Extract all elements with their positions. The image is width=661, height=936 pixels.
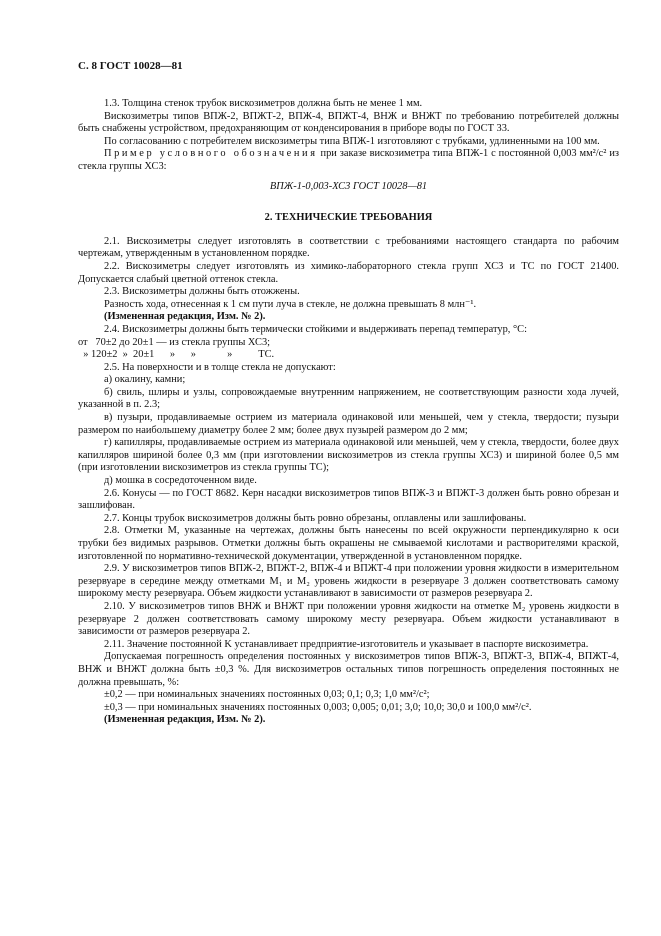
paragraph-permissible-error: Допускаемая погрешность определения постоянных у вискозиметров типов ВПЖ-3, ВПЖТ-3, ВПЖ-4, ВПЖТ-4, ВНЖ и ВНЖТ должна быть ±0,3 %. Для вискозиметров остальных типов погрешность определения постоянных не должна превышать, %:	[78, 651, 619, 688]
amendment-note: (Измененная редакция, Изм. № 2).	[104, 311, 266, 323]
clause-2-5: 2.5. На поверхности и в толще стекла не допускают:	[104, 361, 336, 373]
document-body	[78, 98, 619, 727]
example-lead: Пример условного обозначения	[104, 148, 318, 160]
clause-2-3-path-difference: Разность хода, отнесенная к 1 см пути луча в стекле, не должна превышать 8 млн⁻¹.	[104, 298, 477, 310]
page-header: С. 8 ГОСТ 10028—81	[78, 60, 183, 72]
paragraph-vpzh1-tubes: По согласованию с потребителем вискозиметры типа ВПЖ-1 изготовляют с трубками, удлиненными на 100 мм.	[104, 135, 600, 147]
amendment-note-2: (Измененная редакция, Изм. № 2).	[104, 714, 266, 726]
example-paragraph	[78, 148, 619, 173]
clause-2-4: 2.4. Вискозиметры должны быть термически стойкими и выдерживать перепад температур, °С:	[104, 323, 527, 335]
designation-example: ВПЖ-1-0,003-ХС3 ГОСТ 10028—81	[269, 180, 428, 192]
clause-1-3: 1.3. Толщина стенок трубок вискозиметров должна быть не менее 1 мм.	[104, 98, 423, 109]
temperature-line-xs3: от 70±2 до 20±1 — из стекла группы ХС3;	[78, 336, 271, 348]
clause-2-6: 2.6. Конусы — по ГОСТ 8682. Керн насадки вискозиметров типов ВПЖ-3 и ВПЖТ-3 должен быть ровно обрезан и зашлифован.	[78, 487, 619, 512]
clause-2-3: 2.3. Вискозиметры должны быть отожжены.	[104, 286, 300, 298]
example-rest: при заказе вискозиметра типа ВПЖ-1 с постоянной 0,003 мм²/с² из стекла группы ХС3:	[78, 148, 619, 172]
defect-item-b: б) свиль, шлиры и узлы, сопровождаемые внутренним напряжением, не соответствующим разности хода лучей, указанной в п. 2.3;	[78, 386, 619, 411]
defect-item-d: д) мошка в сосредоточенном виде.	[104, 475, 257, 487]
defect-item-a: а) окалину, камни;	[104, 374, 186, 386]
error-line-0-2: ±0,2 — при номинальных значениях постоянных 0,03; 0,1; 0,3; 1,0 мм²/с²;	[104, 689, 430, 701]
clause-2-7: 2.7. Концы трубок вискозиметров должны быть ровно обрезаны, оплавлены или зашлифованы.	[104, 512, 527, 524]
clause-2-2: 2.2. Вискозиметры следует изготовлять из химико-лабораторного стекла групп ХС3 и ТС по ГОСТ 21400. Допускается слабый цветной оттенок стекла.	[78, 260, 619, 285]
error-line-0-3: ±0,3 — при номинальных значениях постоянных 0,003; 0,005; 0,01; 3,0; 10,0; 30,0 и 100,0 мм²/с².	[104, 701, 532, 713]
clause-2-11: 2.11. Значение постоянной K устанавливает предприятие-изготовитель и указывает в паспорте вискозиметра.	[104, 638, 589, 650]
clause-2-1: 2.1. Вискозиметры следует изготовлять в соответствии с требованиями настоящего стандарта по рабочим чертежам, утвержденным в установленном порядке.	[78, 235, 619, 260]
paragraph-condensation-device: Вискозиметры типов ВПЖ-2, ВПЖТ-2, ВПЖ-4, ВПЖТ-4, ВНЖ и ВНЖТ по требованию потребителей должны быть снабжены устройством, предохраняющим от конденсирования в приборе воды по ГОСТ 33.	[78, 110, 619, 135]
clause-2-10: 2.10. У вискозиметров типов ВНЖ и ВНЖТ при положении уровня жидкости на отметке M₂ уровень жидкости в резервуаре 2 должен соответствовать самому широкому месту резервуара. Объем жидкости устанавливают в зависимости от размеров резервуара 2.	[78, 600, 619, 638]
clause-2-9: 2.9. У вискозиметров типов ВПЖ-2, ВПЖТ-2, ВПЖ-4 и ВПЖТ-4 при положении уровня жидкости в измерительном резервуаре в середине между отметками M₁ и M₂ уровень жидкости в резервуаре 3 должен соответствовать самому широкому месту резервуара. Объем жидкости устанавливают в зависимости от размеров резервуара 2.	[78, 563, 619, 600]
section-title: 2. ТЕХНИЧЕСКИЕ ТРЕБОВАНИЯ	[264, 212, 433, 224]
defect-item-v: в) пузыри, продавливаемые острием из материала одинаковой или меньшей, чем у стекла, твердости; пузыри размером по наибольшему диаметру более 2 мм; более двух пузырей размером до 2 мм;	[78, 412, 619, 436]
clause-2-8: 2.8. Отметки M, указанные на чертежах, должны быть нанесены по всей окружности перпендикулярно к оси трубки без видимых разрывов. Отметки должны быть окрашены не смываемой кислотами и растворителями краской, изготовленной по нормативно-технической документации, утвержденной в установленном порядке.	[78, 525, 619, 562]
temperature-line-ts: » 120±2 » 20±1 » » » ТС.	[78, 349, 275, 361]
defect-item-g: г) капилляры, продавливаемые острием из материала одинаковой или меньшей, чем у стекла, твердости, более двух капилляров шириной более 0,3 мм (при изготовлении вискозиметров из стекла группы ХС3) и шириной более 0,5 мм (при изготовлении вискозиметров из стекла группы ТС);	[78, 437, 619, 474]
